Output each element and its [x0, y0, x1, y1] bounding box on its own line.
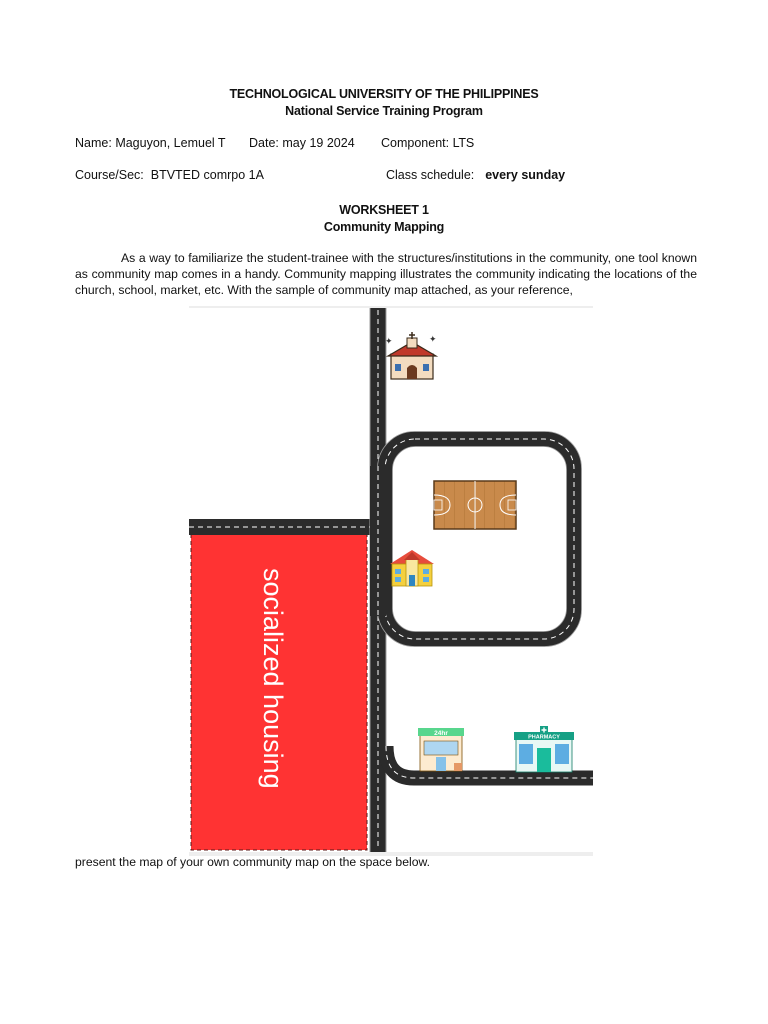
basketball-court-icon: [434, 481, 516, 529]
road-loop: [370, 432, 582, 647]
school-icon: [390, 550, 434, 586]
name-value: Maguyon, Lemuel T: [115, 136, 226, 150]
course-value: BTVTED comrpo 1A: [150, 168, 264, 182]
date-value: may 19 2024: [282, 136, 355, 150]
store-icon: [418, 728, 464, 771]
name-label: Name:: [75, 136, 112, 150]
paragraph-text: As a way to familiarize the student-trainee with the structures/institutions in the community, one tool known as community map comes in a handy. Community mapping illustrates the community indicating the locations of the church, school, market, etc. With the sample of community map attached, as your reference,: [75, 251, 697, 298]
schedule-value: every sunday: [485, 168, 566, 182]
course-label: Course/Sec:: [75, 168, 144, 182]
closing-instruction: present the map of your own community map on the space below.: [75, 855, 430, 869]
worksheet-subtitle: Community Mapping: [323, 220, 445, 234]
pharmacy-icon: [514, 726, 574, 772]
name-field: [75, 136, 226, 150]
course-field: [75, 168, 264, 182]
road-housing-top: [189, 519, 370, 535]
schedule-label: Class schedule:: [386, 168, 475, 182]
date-field: [249, 136, 355, 150]
pharmacy-sign: PHARMACY: [528, 734, 560, 741]
housing-label: socialized housing: [258, 568, 288, 789]
program-title: National Service Training Program: [285, 104, 483, 118]
worksheet-title: WORKSHEET 1: [339, 203, 429, 217]
component-label: Component:: [381, 136, 450, 150]
church-icon: [385, 332, 437, 379]
date-label: Date:: [249, 136, 279, 150]
community-map: [189, 306, 593, 856]
svg-text:✦: ✦: [429, 335, 437, 345]
instructions-paragraph: [75, 250, 697, 299]
component-value: LTS: [452, 136, 474, 150]
store-sign: 24hr: [434, 730, 448, 737]
svg-text:✦: ✦: [385, 337, 393, 347]
housing-block: [191, 534, 367, 850]
component-field: [381, 136, 474, 150]
university-title: TECHNOLOGICAL UNIVERSITY OF THE PHILIPPINES: [229, 87, 539, 101]
schedule-field: [386, 168, 565, 182]
